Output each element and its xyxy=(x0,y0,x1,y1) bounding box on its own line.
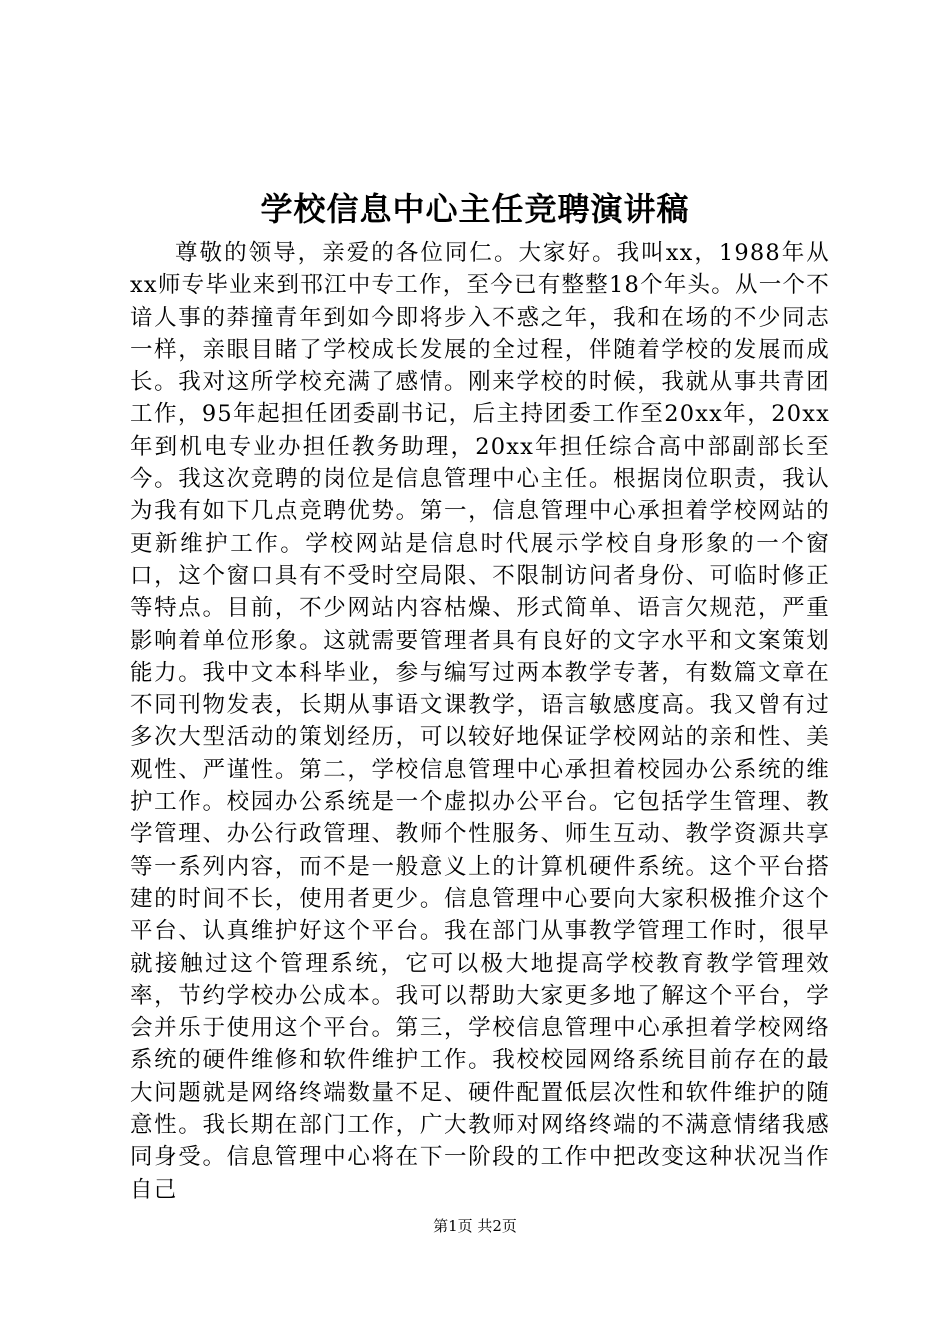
document-body: 尊敬的领导，亲爱的各位同仁。大家好。我叫xx，1988年从xx师专毕业来到邗江中专工作，至今已有整整18个年头。从一个不谙人事的莽撞青年到如今即将步入不惑之年，我和在场的不少同志一样，亲眼目睹了学校成长发展的全过程，伴随着学校的发展而成长。我对这所学校充满了感情。刚来学校的时候，我就从事共青团工作，95年起担任团委副书记，后主持团委工作至20xx年，20xx年到机电专业办担任教务助理，20xx年担任综合高中部副部长至今。我这次竞聘的岗位是信息管理中心主任。根据岗位职责，我认为我有如下几点竞聘优势。第一，信息管理中心承担着学校网站的更新维护工作。学校网站是信息时代展示学校自身形象的一个窗口，这个窗口具有不受时空局限、不限制访问者身份、可临时修正等特点。目前，不少网站内容枯燥、形式简单、语言欠规范，严重影响着单位形象。这就需要管理者具有良好的文字水平和文案策划能力。我中文本科毕业，参与编写过两本教学专著，有数篇文章在不同刊物发表，长期从事语文课教学，语言敏感度高。我又曾有过多次大型活动的策划经历，可以较好地保证学校网站的亲和性、美观性、严谨性。第二，学校信息管理中心承担着校园办公系统的维护工作。校园办公系统是一个虚拟办公平台。它包括学生管理、教学管理、办公行政管理、教师个性服务、师生互动、教学资源共享等一系列内容，而不是一般意义上的计算机硬件系统。这个平台搭建的时间不长，使用者更少。信息管理中心要向大家积极推介这个平台、认真维护好这个平台。我在部门从事教学管理工作时，很早就接触过这个管理系统，它可以极大地提高学校教育教学管理效率，节约学校办公成本。我可以帮助大家更多地了解这个平台，学会并乐于使用这个平台。第三，学校信息管理中心承担着学校网络系统的硬件维修和软件维护工作。我校校园网络系统目前存在的最大问题就是网络终端数量不足、硬件配置低层次性和软件维护的随意性。我长期在部门工作，广大教师对网络终端的不满意情绪我感同身受。信息管理中心将在下一阶段的工作中把改变这种状况当作自己 xyxy=(130,240,830,1203)
page-footer: 第1页 共2页 xyxy=(433,1217,517,1235)
document-title: 学校信息中心主任竞聘演讲稿 xyxy=(260,190,690,228)
